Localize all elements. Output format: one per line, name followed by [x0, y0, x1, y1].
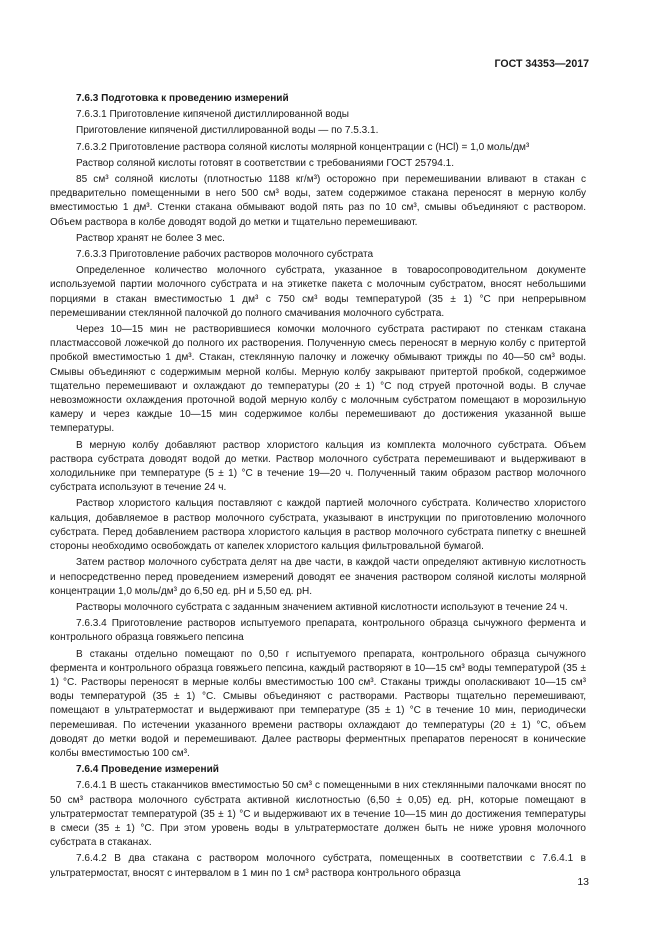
- paragraph: Определенное количество молочного субстрата, указанное в товаросопроводительном документе используемой партии молочного субстрата и на этикетке пакета с молочным субстратом, вносят небольшими порциями в стакан вместимостью 1 дм³ с 750 см³ воды температурой (35 ± 1) °С при непрерывном перемешивании стеклянной палочкой до полного смачивания молочного субстрата.: [50, 265, 586, 319]
- paragraph: В стаканы отдельно помещают по 0,50 г испытуемого препарата, контрольного образца сычужного фермента и контрольного образца говяжьего пепсина, каждый растворяют в 10—15 см³ воды температурой (35 ± 1) °С. Растворы переносят в мерные колбы вместимостью 100 см³. Стаканы трижды ополаскивают 10—15 см³ воды температурой (35 ± 1) °С. Смывы объединяют с растворами. Растворы тщательно перемешивают, помещают в ультратермостат и выдерживают при температуре (35 ± 1) °С в течение 10 мин, периодически перемешивая. По истечении указанного времени растворы охлаждают до температуры (20 ± 1) °С, объем доводят до метки водой и перемешивают. Далее растворы ферментных препаратов переносят в конические колбы вместимостью 100 см³.: [50, 648, 586, 759]
- document-body: [50, 92, 586, 883]
- paragraph: Раствор хлористого кальция поставляют с каждой партией молочного субстрата. Количество хлористого кальция, добавляемое в раствор молочного субстрата, указывают в инструкции по приготовлению молочного субстрата. Перед добавлением раствора хлористого кальция в раствор молочного субстрата пипетку с внешней стороны необходимо освобождать от капелек хлористого кальция фильтровальной бумагой.: [50, 498, 586, 553]
- paragraph: 7.6.4.1 В шесть стаканчиков вместимостью 50 см³ с помещенными в них стеклянными палочками вносят по 50 см³ раствора молочного субстрата активной кислотностью (6,50 ± 0,05) ед. pH, которые помещают в ультратермостат температурой (35 ± 1) °С и выдерживают их в течение 10—15 мин до достижения температуры в смеси (35 ± 1) °С. При этом уровень воды в ультратермостате должен быть не ниже уровня молочного субстрата в стаканах.: [50, 780, 586, 849]
- section-heading-7-6-4: 7.6.4 Проведение измерений: [76, 764, 219, 776]
- section-heading-7-6-3: 7.6.3 Подготовка к проведению измерений: [76, 93, 289, 104]
- paragraph: 85 см³ соляной кислоты (плотностью 1188 кг/м³) осторожно при перемешивании вливают в стакан с предварительно помещенными в него 500 см³ воды, затем содержимое стакана переносят в мерную колбу вместимостью 1 дм³. Стенки стакана обмывают водой пять раз по 10 см³, смывы объединяют с раствором. Объем раствора в колбе доводят водой до метки и тщательно перемешивают.: [50, 174, 586, 228]
- subsection-heading-7-6-3-3: 7.6.3.3 Приготовление рабочих растворов молочного субстрата: [76, 249, 374, 261]
- document-code-header: ГОСТ 34353—2017: [494, 58, 589, 70]
- paragraph: Затем раствор молочного субстрата делят на две части, в каждой части определяют активную кислотность и непосредственно перед проведением измерений доводят ее значения раствором соляной кислоты молярной концентрации 1,0 моль/дм³ до 6,50 ед. pH и 5,50 ед. pH.: [50, 557, 586, 597]
- paragraph: 7.6.4.2 В два стакана с раствором молочного субстрата, помещенных в соответствии с 7.6.4.1 в ультратермостат, вносят с интервалом в 1 мин по 1 см³ раствора контрольного образца: [50, 853, 586, 879]
- paragraph: Приготовление кипяченой дистиллированной воды — по 7.5.3.1.: [76, 125, 379, 137]
- paragraph: Растворы молочного субстрата с заданным значением активной кислотности используют в течение 24 ч.: [76, 601, 568, 613]
- paragraph: В мерную колбу добавляют раствор хлористого кальция из комплекта молочного субстрата. Объем раствора субстрата доводят водой до метки. Раствор молочного субстрата перемешивают и выдерживают в холодильнике при температуре (5 ± 1) °С в течение 19—20 ч. Полученный таким образом раствор молочного субстрата используют в течение 24 ч.: [50, 439, 586, 494]
- subsection-heading-7-6-3-1: 7.6.3.1 Приготовление кипяченой дистиллированной воды: [76, 109, 349, 121]
- subsection-heading-7-6-3-2: 7.6.3.2 Приготовление раствора соляной кислоты молярной концентрации c (HCl) = 1,0 моль/дм³: [76, 141, 530, 153]
- paragraph: Раствор соляной кислоты готовят в соответствии с требованиями ГОСТ 25794.1.: [76, 157, 455, 169]
- paragraph: Через 10—15 мин не растворившиеся комочки молочного субстрата растирают по стенкам стакана пластмассовой ложечкой до полного их растворения. Полученную смесь переносят в мерную колбу с притертой пробкой вместимостью 1 дм³. Стакан, стеклянную палочку и ложечку обмывают трижды по 40—50 см³ воды. Смывы объединяют с содержимым мерной колбы. Мерную колбу закрывают притертой пробкой, содержимое тщательно перемешивают и охлаждают до температуры (20 ± 1) °С под струей проточной воды. В случае невозможности охлаждения проточной водой мерную колбу с молочным субстратом помещают в морозильную камеру и через каждые 10—15 мин содержимое колбы перемешивают до достижения указанной выше температуры.: [50, 324, 586, 435]
- paragraph: Раствор хранят не более 3 мес.: [76, 232, 225, 244]
- subsection-heading-7-6-3-4: 7.6.3.4 Приготовление растворов испытуемого препарата, контрольного образца сычужного фермента и контрольного образца говяжьего пепсина: [50, 618, 586, 644]
- page-number: 13: [577, 876, 589, 888]
